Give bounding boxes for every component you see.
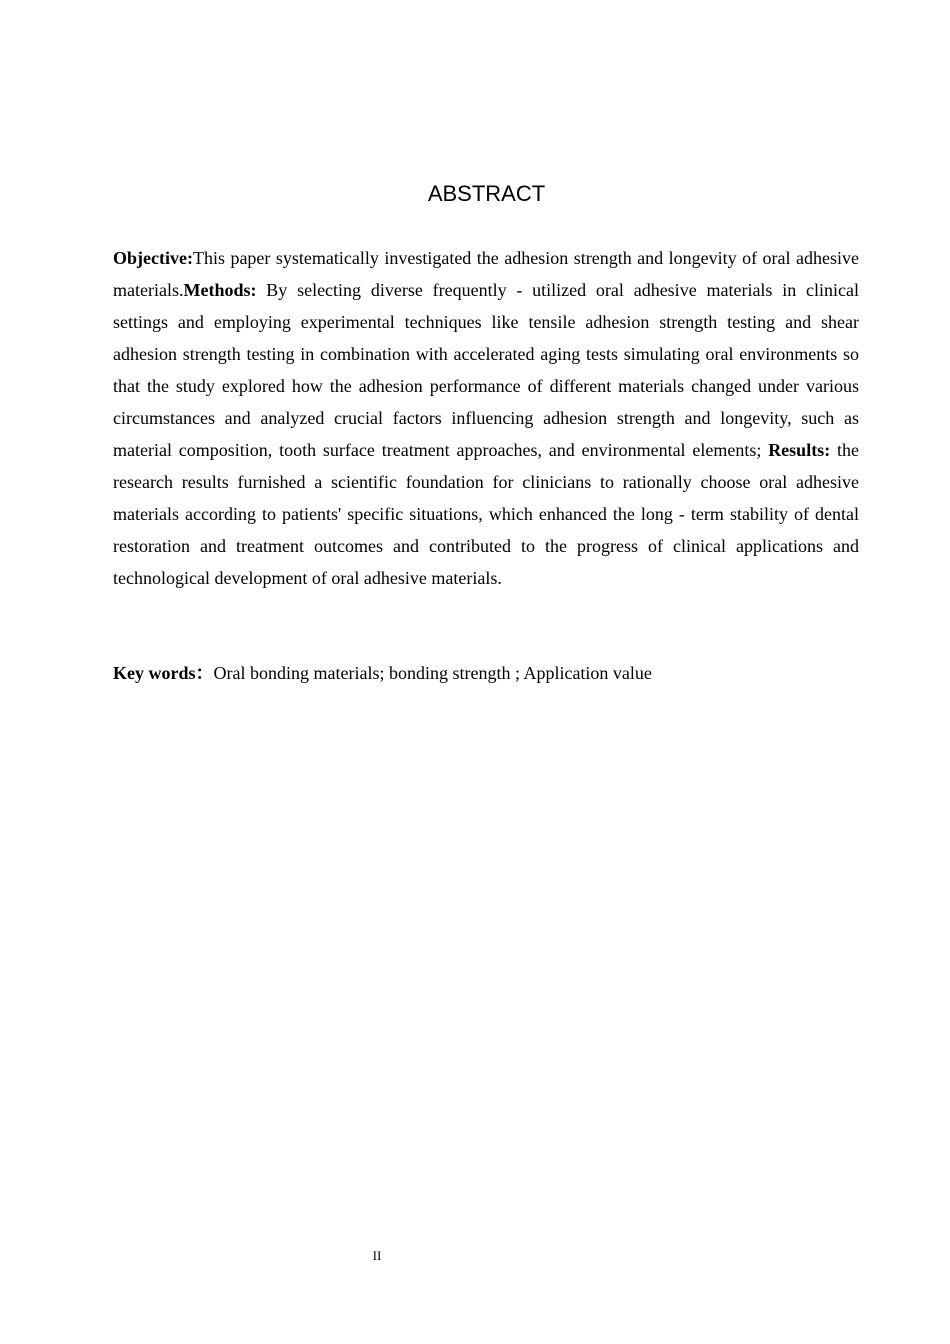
keywords-text: Oral bonding materials; bonding strength ; Application value [213,663,652,683]
objective-text: This paper systematically investigated the adhesion strength and longevity of oral adhesive materials. [113,248,859,300]
methods-label: Methods: [183,280,257,300]
objective-label: Objective: [113,248,193,268]
results-text: the research results furnished a scientific foundation for clinicians to rationally choose oral adhesive materials according to patients' specific situations, which enhanced the long - term stability of dental restoration and treatment outcomes and contributed to the progress of clinical applications and technological development of oral adhesive materials. [113,440,859,588]
results-label: Results: [768,440,831,460]
keywords-line [113,657,859,689]
page-number: II [372,1248,382,1263]
methods-text: By selecting diverse frequently - utilized oral adhesive materials in clinical settings and employing experimental techniques like tensile adhesion strength testing and shear adhesion strength testing in combination with accelerated aging tests simulating oral environments so that the study explored how the adhesion performance of different materials changed under various circumstances and analyzed crucial factors influencing adhesion strength and longevity, such as material composition, tooth surface treatment approaches, and environmental elements; [113,280,859,460]
abstract-heading: ABSTRACT [427,181,546,206]
abstract-paragraph [113,242,859,594]
keywords-label: Key words： [113,663,214,683]
